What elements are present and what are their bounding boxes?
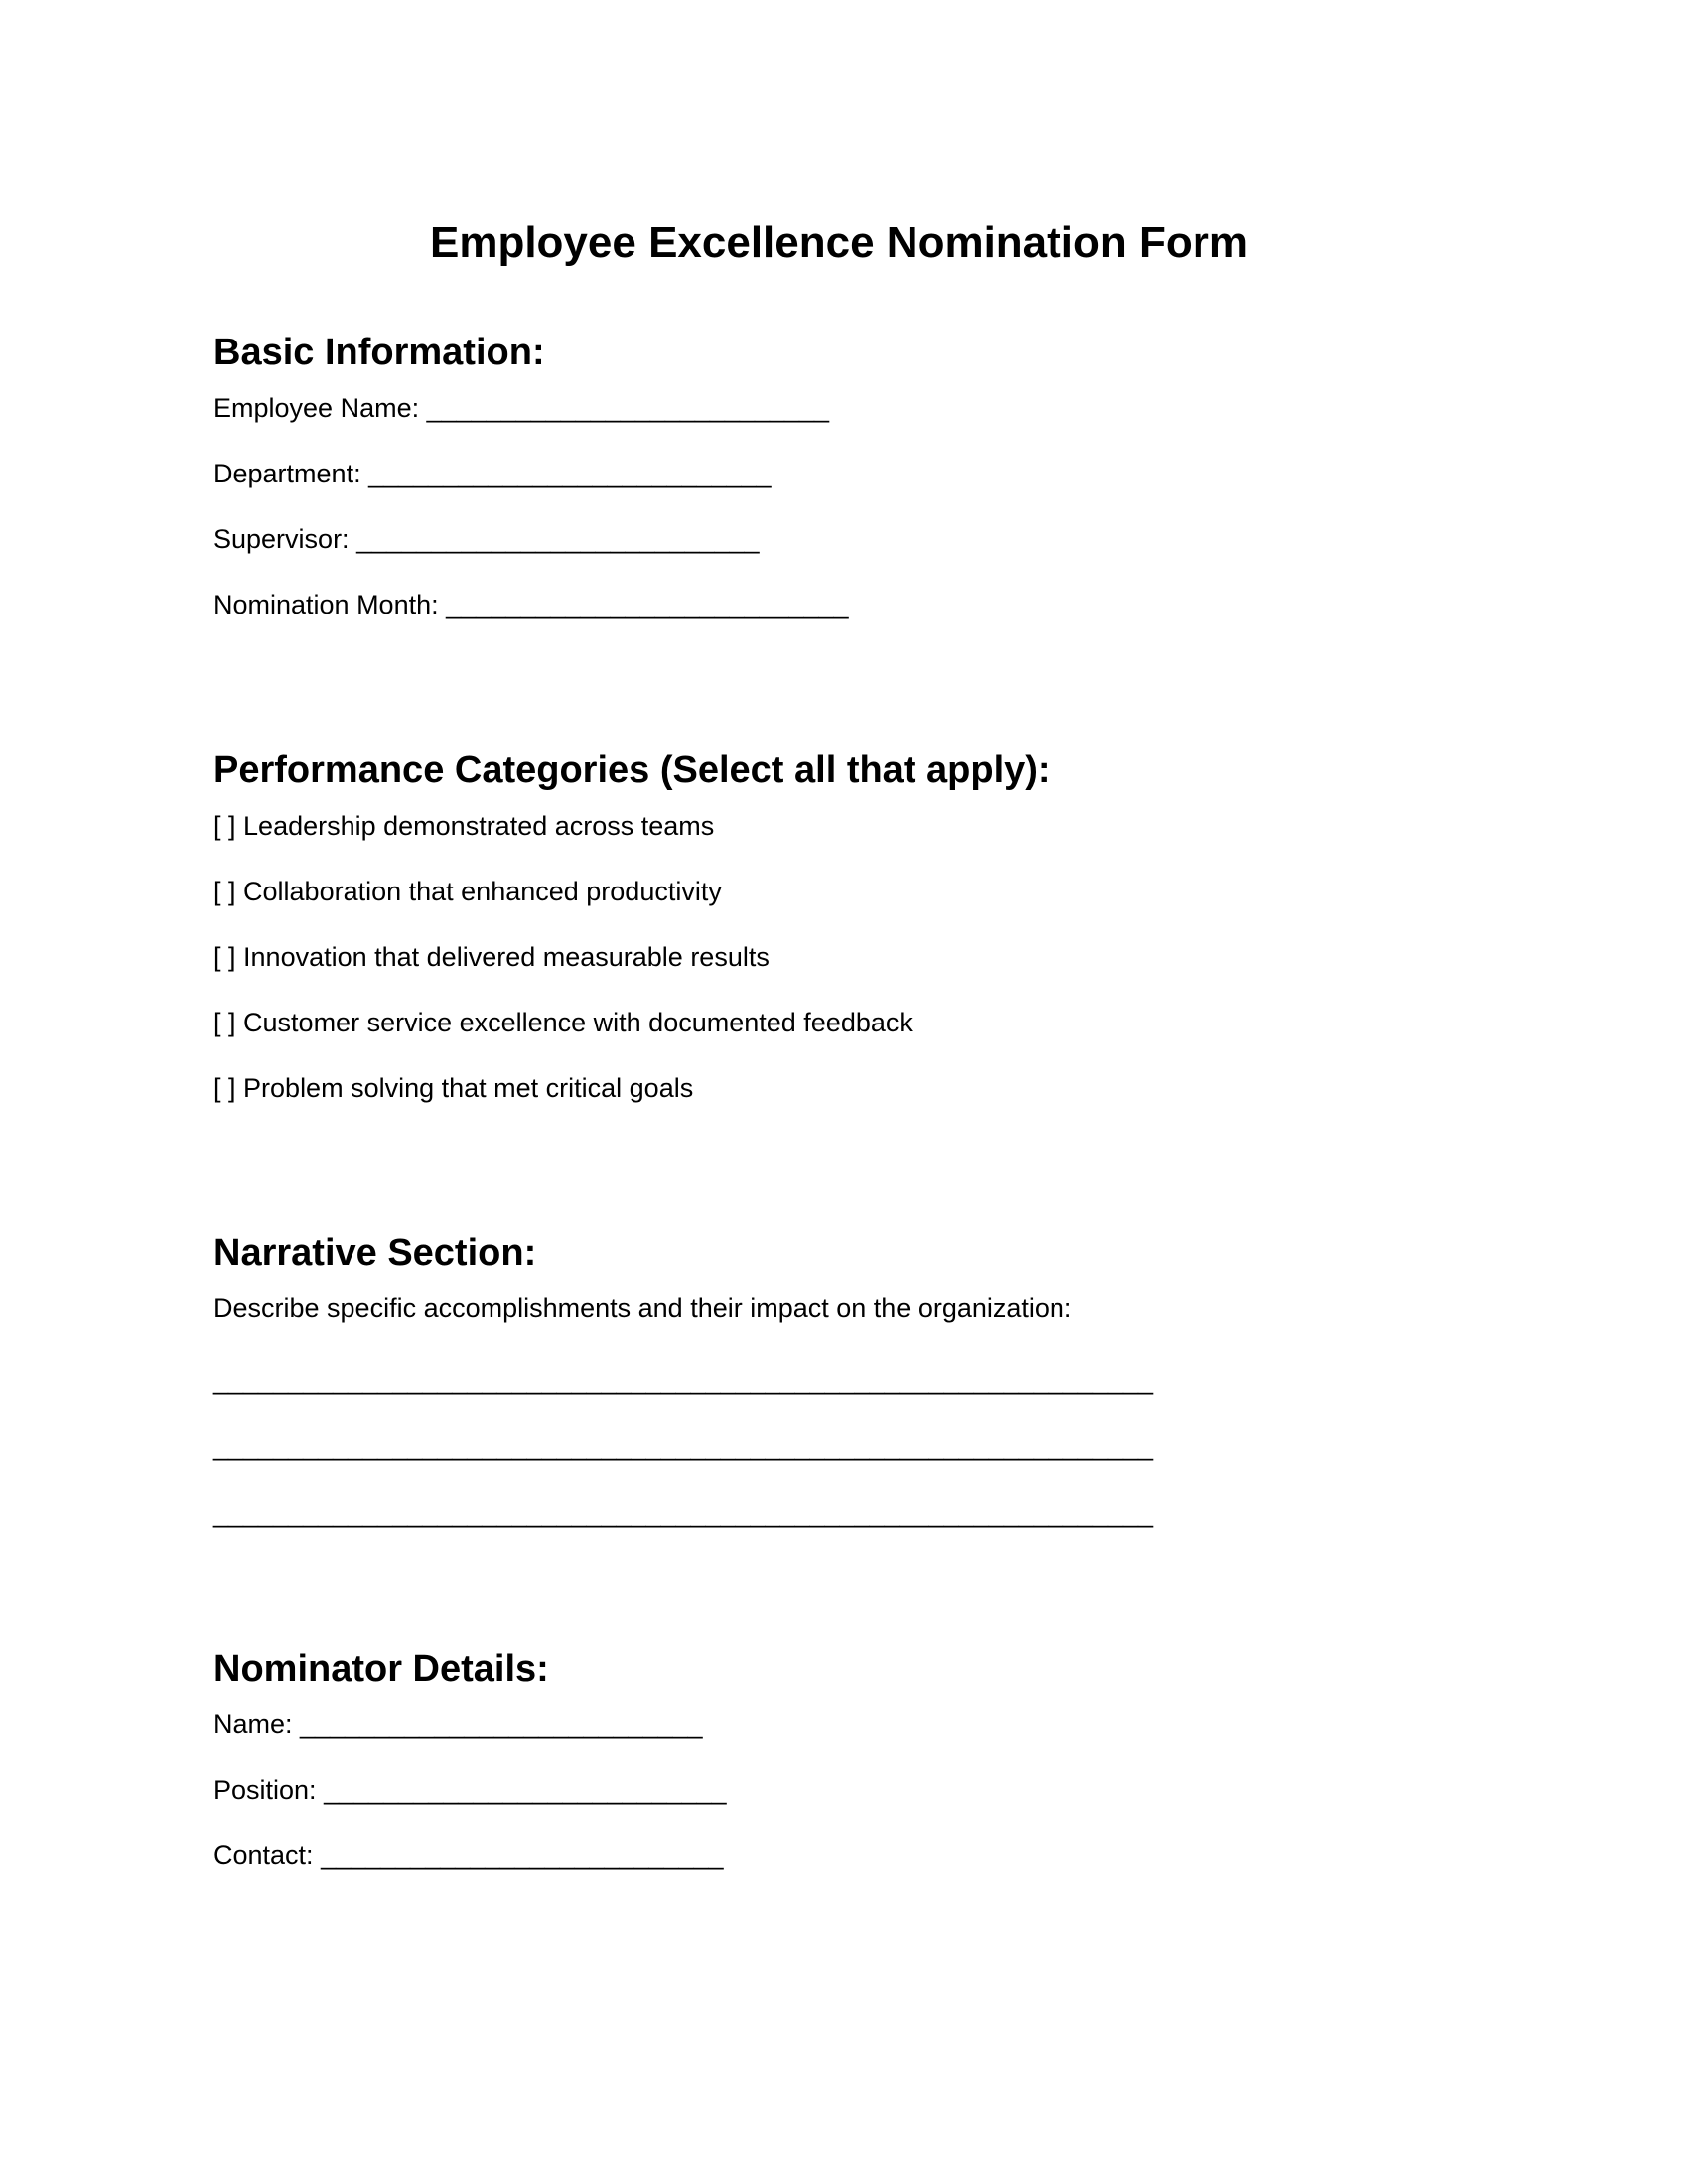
supervisor-label: Supervisor: bbox=[213, 524, 350, 554]
nomination-month-label: Nomination Month: bbox=[213, 590, 439, 619]
nominator-name-field[interactable] bbox=[213, 1706, 1504, 1742]
category-item-leadership[interactable] bbox=[213, 808, 1504, 844]
nominator-details-heading: Nominator Details: bbox=[213, 1648, 549, 1690]
basic-information-heading: Basic Information: bbox=[213, 332, 545, 373]
nominator-position-label: Position: bbox=[213, 1775, 317, 1805]
narrative-line[interactable]: _______________________________________________________________ bbox=[213, 1432, 1154, 1461]
checkbox-mark[interactable]: [ ] bbox=[213, 1073, 236, 1103]
checkbox-mark[interactable]: [ ] bbox=[213, 877, 236, 906]
nominator-contact-blank: ___________________________ bbox=[321, 1841, 724, 1870]
narrative-heading: Narrative Section: bbox=[213, 1232, 537, 1274]
category-label: Innovation that delivered measurable results bbox=[243, 942, 770, 972]
nomination-month-field[interactable] bbox=[213, 587, 1504, 622]
category-item-problem-solving[interactable] bbox=[213, 1070, 1504, 1106]
nominator-name-blank: ___________________________ bbox=[300, 1709, 703, 1739]
checkbox-mark[interactable]: [ ] bbox=[213, 1008, 236, 1037]
category-item-collaboration[interactable] bbox=[213, 874, 1504, 909]
nominator-contact-label: Contact: bbox=[213, 1841, 314, 1870]
nominator-details-section bbox=[213, 1644, 1504, 1873]
performance-categories-section bbox=[213, 746, 1504, 1106]
checkbox-mark[interactable]: [ ] bbox=[213, 811, 236, 841]
department-blank: ___________________________ bbox=[368, 459, 772, 488]
nomination-month-blank: ___________________________ bbox=[446, 590, 849, 619]
nominator-contact-field[interactable] bbox=[213, 1838, 1504, 1873]
category-label: Collaboration that enhanced productivity bbox=[243, 877, 722, 906]
department-field[interactable] bbox=[213, 456, 1504, 491]
narrative-line[interactable]: _______________________________________________________________ bbox=[213, 1498, 1154, 1528]
narrative-prompt: Describe specific accomplishments and their impact on the organization: bbox=[213, 1294, 1072, 1323]
performance-categories-heading: Performance Categories (Select all that apply): bbox=[213, 750, 1051, 791]
basic-information-section bbox=[213, 328, 1504, 622]
nominator-position-field[interactable] bbox=[213, 1772, 1504, 1808]
checkbox-mark[interactable]: [ ] bbox=[213, 942, 236, 972]
employee-name-field[interactable] bbox=[213, 390, 1504, 426]
page-title: Employee Excellence Nomination Form bbox=[429, 218, 1248, 267]
employee-name-label: Employee Name: bbox=[213, 393, 420, 423]
department-label: Department: bbox=[213, 459, 361, 488]
category-item-customer-service[interactable] bbox=[213, 1005, 1504, 1040]
category-item-innovation[interactable] bbox=[213, 939, 1504, 975]
category-label: Leadership demonstrated across teams bbox=[243, 811, 715, 841]
category-label: Problem solving that met critical goals bbox=[243, 1073, 694, 1103]
employee-name-blank: ___________________________ bbox=[426, 393, 830, 423]
supervisor-blank: ___________________________ bbox=[356, 524, 760, 554]
category-label: Customer service excellence with documented feedback bbox=[243, 1008, 913, 1037]
narrative-section bbox=[213, 1228, 1504, 1531]
nominator-position-blank: ___________________________ bbox=[324, 1775, 727, 1805]
narrative-line[interactable]: _______________________________________________________________ bbox=[213, 1365, 1154, 1395]
supervisor-field[interactable] bbox=[213, 521, 1504, 557]
nominator-name-label: Name: bbox=[213, 1709, 293, 1739]
